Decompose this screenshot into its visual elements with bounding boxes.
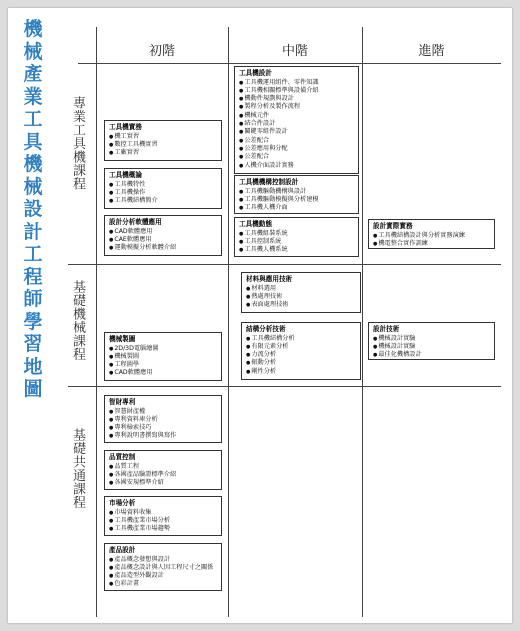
course-title: 產品設計 <box>109 546 136 554</box>
course-topic-list <box>109 345 217 378</box>
course-title: 工具機實務 <box>109 123 142 131</box>
course-topic: ● 工具機驅動模擬與分析建模 <box>239 196 354 204</box>
course-topic: ● 熱處理技術 <box>246 293 356 301</box>
column-divider-0 <box>96 27 97 617</box>
course-topic: ● 產品概念設計與人因工程尺寸之關係 <box>109 564 217 572</box>
course-topic-list <box>246 335 356 376</box>
course-topic: ● 市場資料收集 <box>109 509 217 517</box>
column-header-basic: 初階 <box>148 44 175 59</box>
course-topic: ● 工具機相關標準與設備介紹 <box>239 87 354 95</box>
course-box[interactable] <box>104 120 222 161</box>
learning-map-page <box>8 8 512 623</box>
course-box[interactable] <box>104 543 222 591</box>
course-topic: ● 剛性分析 <box>246 368 356 376</box>
course-topic: ● 工程圖學 <box>109 361 217 369</box>
course-topic-list <box>239 230 354 255</box>
course-topic: ● 工具機結構分析 <box>246 335 356 343</box>
course-title: 市場分析 <box>109 499 136 507</box>
course-topic-list <box>239 188 354 213</box>
course-title: 工具機動態 <box>239 220 272 228</box>
course-topic: ● CAD軟體應用 <box>109 228 217 236</box>
course-topic: ● 工廠實習 <box>109 149 217 157</box>
column-divider-2 <box>362 27 363 617</box>
course-topic: ● 結合件設計 <box>239 120 354 128</box>
course-topic: ● 工具機產業市場趨勢 <box>109 525 217 533</box>
course-topic-list <box>109 408 217 441</box>
row-label-mechanical-basic: 基礎機械課程 <box>70 280 85 361</box>
header-divider <box>78 63 501 64</box>
course-topic: ● 材料選用 <box>246 285 356 293</box>
course-topic: ● 工具機驅動機構與設計 <box>239 188 354 196</box>
course-title: 工具機機構控制設計 <box>239 178 299 186</box>
course-topic: ● 關鍵零組件設計 <box>239 128 354 136</box>
course-topic: ● 有限元素分析 <box>246 343 356 351</box>
course-topic: ● 工具機結構設計與分析實務演練 <box>373 232 490 240</box>
course-topic: ● 機械設計實驗 <box>373 343 490 351</box>
course-topic: ● CAD軟體應用 <box>109 369 217 377</box>
course-topic-list <box>373 335 490 360</box>
course-title: 材料與應用技術 <box>246 275 293 283</box>
course-topic: ● 振動分析 <box>246 359 356 367</box>
course-topic: ● 專利說明書撰寫與寫作 <box>109 432 217 440</box>
row-label-professional: 專業工具機課程 <box>70 96 85 191</box>
course-topic: ● 力流分析 <box>246 351 356 359</box>
course-topic: ● 機動件規劃與設計 <box>239 95 354 103</box>
course-title: 工具機設計 <box>239 69 272 77</box>
course-topic: ● 機械製圖 <box>109 353 217 361</box>
course-topic: ● 製程分析及製作流程 <box>239 103 354 111</box>
course-title: 設計分析軟體應用 <box>109 218 162 226</box>
course-box[interactable] <box>104 215 222 256</box>
course-box[interactable] <box>234 66 359 174</box>
row-divider-2 <box>68 386 501 387</box>
column-header-intermediate: 中階 <box>281 44 308 59</box>
course-box[interactable] <box>104 496 222 536</box>
course-topic: ● 工具機產業市場分析 <box>109 517 217 525</box>
course-box[interactable] <box>104 168 222 209</box>
course-title: 機械製圖 <box>109 335 136 343</box>
course-topic-list <box>239 79 354 170</box>
course-topic: ● 工具機結構簡介 <box>109 197 217 205</box>
course-topic: ● 機械設計實驗 <box>373 335 490 343</box>
course-topic: ● 工具機人機介面 <box>239 204 354 212</box>
course-topic: ● 表面處理技術 <box>246 301 356 309</box>
course-topic: ● 機電整合實作訓練 <box>373 240 490 248</box>
course-title: 結構分析技術 <box>246 325 286 333</box>
course-topic: ● CAE軟體應用 <box>109 236 217 244</box>
course-topic: ● 工具機人機系統 <box>239 246 354 254</box>
course-box[interactable] <box>104 450 222 490</box>
course-topic: ● 各國安規標準介紹 <box>109 479 217 487</box>
course-topic-list <box>246 285 356 310</box>
course-topic-list <box>109 181 217 206</box>
course-title: 品質控制 <box>109 453 136 461</box>
course-box[interactable] <box>241 322 361 380</box>
course-topic: ● 2D/3D電腦繪圖 <box>109 345 217 353</box>
course-topic: ● 機械元件 <box>239 112 354 120</box>
course-topic: ● 產品概念發想與設計 <box>109 556 217 564</box>
course-topic-list <box>109 133 217 158</box>
course-topic-list <box>109 463 217 488</box>
course-topic: ● 智慧財產權 <box>109 408 217 416</box>
course-topic: ● 運動模擬分析軟體介紹 <box>109 244 217 252</box>
course-topic: ● 公差應用與分配 <box>239 145 354 153</box>
course-box[interactable] <box>241 272 361 313</box>
course-topic: ● 工具機操作 <box>109 189 217 197</box>
course-topic: ● 公差配合 <box>239 153 354 161</box>
course-title: 設計實際實務 <box>373 222 413 230</box>
course-topic: ● 最佳化機構設計 <box>373 351 490 359</box>
course-topic: ● 數控工具機實習 <box>109 141 217 149</box>
course-topic: ● 公差配合 <box>239 137 354 145</box>
course-box[interactable] <box>234 217 359 257</box>
course-topic: ● 品質工程 <box>109 463 217 471</box>
course-box[interactable] <box>368 322 495 360</box>
course-title: 智財專利 <box>109 398 136 406</box>
row-label-common-basic: 基礎共通課程 <box>70 428 85 509</box>
course-topic: ● 專利檢索技巧 <box>109 424 217 432</box>
map-title: 機 械 產 業 工 具 機 械 設 計 工 程 師 學 習 地 圖 <box>23 18 43 400</box>
course-title: 工具機概論 <box>109 171 142 179</box>
course-box[interactable] <box>368 219 495 249</box>
row-divider-1 <box>68 264 501 265</box>
course-title: 設計技術 <box>373 325 400 333</box>
course-topic: ● 工具機特性 <box>109 181 217 189</box>
course-topic-list <box>373 232 490 249</box>
column-header-advanced: 進階 <box>418 44 445 59</box>
course-topic: ● 機工實習 <box>109 133 217 141</box>
course-topic: ● 產品造型外觀設計 <box>109 572 217 580</box>
course-topic: ● 工具機運用組件、零件知識 <box>239 79 354 87</box>
course-box[interactable] <box>234 175 359 214</box>
course-topic-list <box>109 228 217 253</box>
course-topic: ● 工具機組裝系統 <box>239 230 354 238</box>
course-topic: ● 專利資料庫分析 <box>109 416 217 424</box>
course-box[interactable] <box>104 395 222 443</box>
course-box[interactable] <box>104 332 222 381</box>
course-topic: ● 人機介面設計實務 <box>239 162 354 170</box>
course-topic: ● 工具控制系統 <box>239 238 354 246</box>
course-topic-list <box>109 509 217 534</box>
course-topic: ● 各國產品驗證標準介紹 <box>109 471 217 479</box>
column-divider-1 <box>228 27 229 617</box>
course-topic: ● 色彩計畫 <box>109 580 217 588</box>
course-topic-list <box>109 556 217 589</box>
